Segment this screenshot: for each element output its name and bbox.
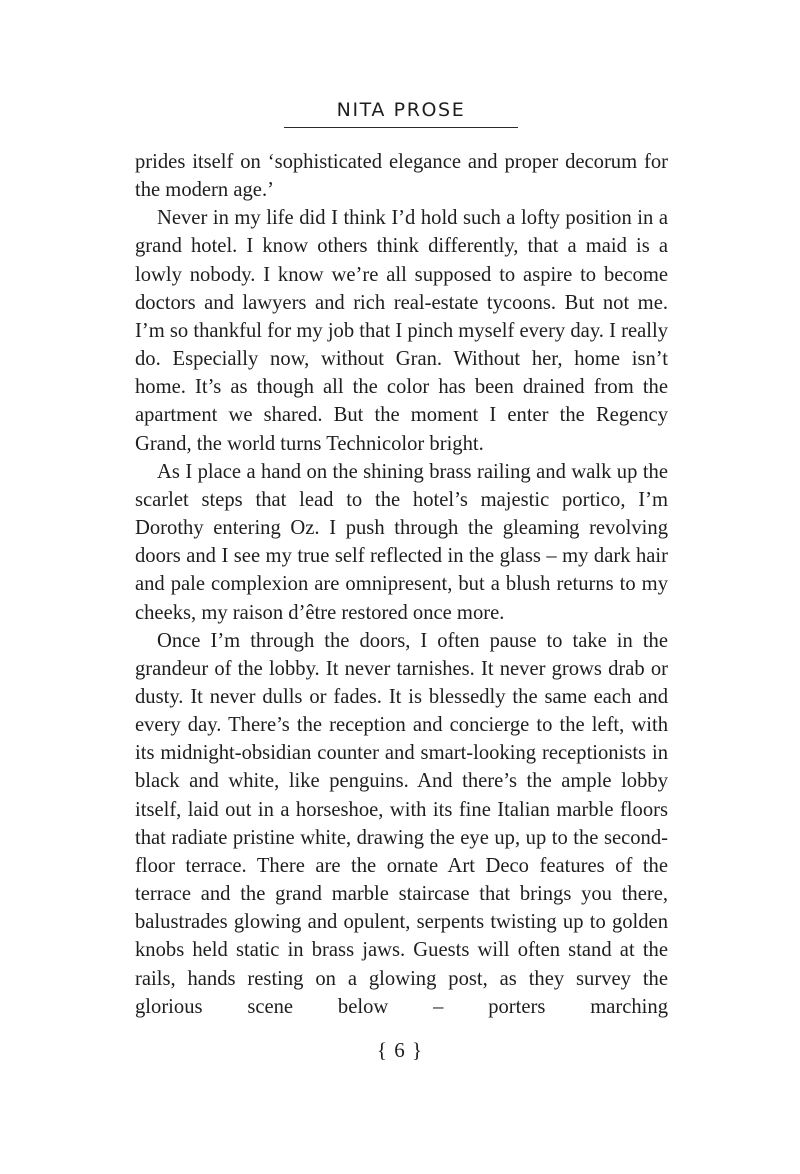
paragraph: Never in my life did I think I’d hold such a lofty position in a grand hotel. I know others think differently, that a maid is a lowly nobody. I know we’re all supposed to aspire to become doctors and lawyers and rich real-estate tycoons. But not me. I’m so thankful for my job that I pinch myself every day. I really do. Especially now, without Gran. Without her, home isn’t home. It’s as though all the color has been drained from the apartment we shared. But the moment I enter the Regency Grand, the world turns Technicolor bright. (135, 207, 668, 455)
page-number: { 6 } (376, 1038, 424, 1062)
page-header (284, 98, 518, 128)
paragraph-continued: prides itself on ‘sophisticated elegance and proper decorum for the modern age.’ (135, 151, 668, 202)
paragraph: As I place a hand on the shining brass railing and walk up the scarlet steps that lead to the hotel’s majestic portico, I’m Dorothy entering Oz. I push through the gleaming revolving doors and I see my true self reflected in the glass – my dark hair and pale complexion are omnipresent, but a blush returns to my cheeks, my raison d’être restored once more. (135, 460, 668, 624)
body-text (135, 148, 668, 1021)
running-head-author: NITA PROSE (336, 99, 466, 121)
paragraph: Once I’m through the doors, I often pause to take in the grandeur of the lobby. It never tarnishes. It never grows drab or dusty. It never dulls or fades. It is blessedly the same each and every day. There’s the reception and concierge to the left, with its midnight-obsidian counter and smart-looking receptionists in black and white, like penguins. And there’s the ample lobby itself, laid out in a horseshoe, with its fine Italian marble floors that radiate pristine white, drawing the eye up, up to the second-floor terrace. There are the ornate Art Deco features of the terrace and the grand marble staircase that brings you there, balustrades glowing and opulent, serpents twisting up to golden knobs held static in brass jaws. Guests will often stand at the rails, hands resting on a glowing post, as they survey the glorious scene below – porters marching (135, 629, 668, 1018)
header-rule (284, 127, 518, 128)
